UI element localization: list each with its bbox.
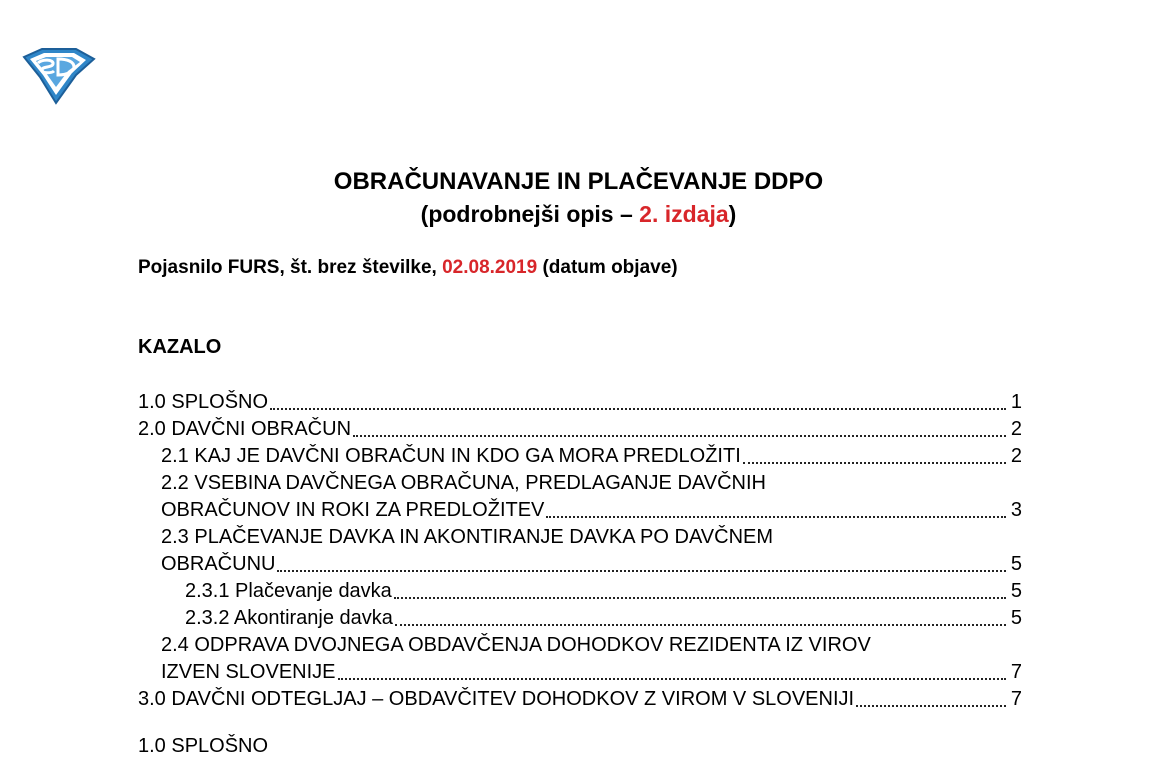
source-suffix: (datum objave) xyxy=(537,257,678,278)
toc-entry-3-0[interactable] xyxy=(138,686,1022,713)
sd-shield-logo-icon xyxy=(20,47,96,105)
toc-entry-2-2-line1[interactable] xyxy=(138,470,1022,497)
document-title: OBRAČUNAVANJE IN PLAČEVANJE DDPO xyxy=(333,168,824,195)
toc-entry-page: 5 xyxy=(1010,607,1022,629)
document-title-block xyxy=(0,166,1157,230)
leader-dots xyxy=(338,677,1007,680)
toc-entry-page: 3 xyxy=(1010,499,1022,521)
toc-entry-2-4-line1[interactable] xyxy=(138,632,1022,659)
toc-entry-title-continued: OBRAČUNOV IN ROKI ZA PREDLOŽITEV xyxy=(161,499,545,521)
subtitle-prefix: (podrobnejši opis – xyxy=(420,201,640,227)
toc-entry-page: 5 xyxy=(1010,580,1022,602)
leader-dots xyxy=(270,407,1006,410)
leader-dots xyxy=(395,623,1006,626)
toc-entry-2-3-2[interactable] xyxy=(138,605,1022,632)
toc-entry-2-0[interactable] xyxy=(138,416,1022,443)
toc-entry-page: 2 xyxy=(1010,445,1022,467)
toc-entry-title-continued: OBRAČUNU xyxy=(161,553,276,575)
toc-entry-2-3-line1[interactable] xyxy=(138,524,1022,551)
toc-entry-page: 1 xyxy=(1010,391,1022,413)
toc-entry-2-4-line2[interactable] xyxy=(138,659,1022,686)
toc-entry-page: 5 xyxy=(1010,553,1022,575)
toc-entry-title: 2.0 DAVČNI OBRAČUN xyxy=(138,418,352,440)
toc-entry-2-3-line2[interactable] xyxy=(138,551,1022,578)
document-subtitle xyxy=(0,198,1157,230)
toc-entry-title: 2.2 VSEBINA DAVČNEGA OBRAČUNA, PREDLAGANJE DAVČNIH xyxy=(161,472,766,494)
toc-entry-title: 3.0 DAVČNI ODTEGLJAJ – OBDAVČITEV DOHODKOV Z VIROM V SLOVENIJI xyxy=(138,688,855,710)
toc-entry-title-continued: IZVEN SLOVENIJE xyxy=(161,661,336,683)
toc-entry-2-2-line2[interactable] xyxy=(138,497,1022,524)
table-of-contents xyxy=(138,389,1022,713)
leader-dots xyxy=(856,704,1006,707)
toc-entry-title: 2.3.1 Plačevanje davka xyxy=(185,580,392,602)
toc-entry-1-0[interactable] xyxy=(138,389,1022,416)
publication-date: 02.08.2019 xyxy=(442,257,538,278)
leader-dots xyxy=(277,569,1006,572)
toc-entry-page: 7 xyxy=(1010,688,1022,710)
toc-entry-page: 2 xyxy=(1010,418,1022,440)
toc-entry-page: 7 xyxy=(1010,661,1022,683)
toc-entry-title: 2.1 KAJ JE DAVČNI OBRAČUN IN KDO GA MORA PREDLOŽITI xyxy=(161,445,741,467)
next-section-heading-cut: 1.0 SPLOŠNO xyxy=(138,735,269,757)
source-line xyxy=(138,257,678,279)
leader-dots xyxy=(743,461,1006,464)
toc-entry-title: 2.3 PLAČEVANJE DAVKA IN AKONTIRANJE DAVKA PO DAVČNEM xyxy=(161,526,774,548)
leader-dots xyxy=(394,596,1006,599)
subtitle-suffix: ) xyxy=(728,201,737,227)
toc-entry-title: 2.4 ODPRAVA DVOJNEGA OBDAVČENJA DOHODKOV REZIDENTA IZ VIROV xyxy=(161,634,871,656)
edition-label: 2. izdaja xyxy=(639,201,729,227)
toc-entry-2-3-1[interactable] xyxy=(138,578,1022,605)
toc-entry-title: 1.0 SPLOŠNO xyxy=(138,391,269,413)
leader-dots xyxy=(546,515,1006,518)
toc-entry-2-1[interactable] xyxy=(138,443,1022,470)
toc-heading: KAZALO xyxy=(138,336,222,358)
toc-entry-title: 2.3.2 Akontiranje davka xyxy=(185,607,393,629)
leader-dots xyxy=(353,434,1006,437)
source-prefix: Pojasnilo FURS, št. brez številke, xyxy=(138,257,443,278)
